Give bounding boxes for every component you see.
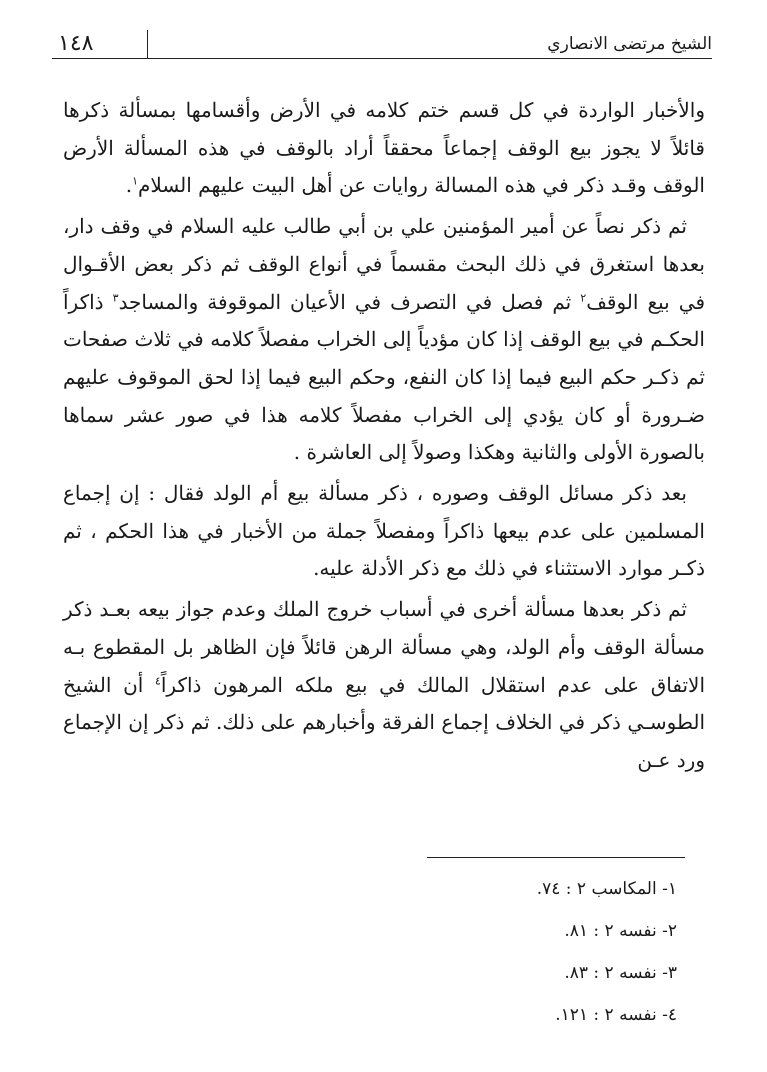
page-header: [52, 30, 712, 60]
footnote-marker-3: ٣: [112, 290, 119, 304]
paragraph-4: ثم ذكر بعدها مسألة أخرى في أسباب خروج الملك وعدم جواز بيعه بعـد ذكر مسألة الوقف وأم الولد، وهي مسألة الرهن قائلاً فإن الظاهر بل المقطوع بـه الاتفاق على عدم استقلال المالك في بيع ملكه المرهون ذاكراً$^٤$ أن الشيخ الطوسـي ذكر في الخلاف إجماع الفرقة وأخبارهم على ذلك. ثم ذكر إن الإجماع ورد عـن: [63, 597, 705, 772]
footnote-marker-1: ١: [132, 174, 138, 188]
header-divider-tick: [147, 30, 148, 58]
paragraph-1: والأخبار الواردة في كل قسم ختم كلامه في الأرض وأقسامها بمسألة ذكرها قائلاً لا يجوز بيع الوقف إجماعاً محققاً أراد بالوقف في هذه المسألة الأرض الوقف وقـد ذكر في هذه المسالة روايات عن أهل البيت عليهم السلام$^١$.: [63, 98, 705, 198]
footnote-marker-4: ٤: [154, 673, 161, 687]
running-head-title: الشيخ مرتضى الانصاري: [547, 34, 712, 54]
footnotes: [417, 868, 677, 1036]
paragraph-2: ثم ذكر نصاً عن أمير المؤمنين علي بن أبي طالب عليه السلام في وقف دار، بعدها استغرق في ذلك البحث مقسماً في أنواع الوقف ثم ذكر بعض الأقـوال في بيع الوقف$^٢$ ثم فصل في التصرف في الأعيان الموقوفة والمساجد$^٣$ ذاكراً الحكـم في بيع الوقف إذا كان مؤدياً إلى الخراب مفصلاً كلامه في ثلاث صفحات ثم ذكـر حكم البيع فيما إذا كان النفع، وحكم البيع فيما إذا لحق الموقوف عليهم ضـرورة أو كان يؤدي إلى الخراب مفصلاً كلامه هذا في صور عشر سماها بالصورة الأولى والثانية وهكذا وصولاً إلى العاشرة .: [63, 214, 706, 465]
page-number: ١٤٨: [58, 31, 94, 56]
body-text: [63, 92, 705, 780]
footnote-3: ٣- نفسه ٢ : ٨٣.: [564, 963, 677, 983]
footnote-1: ١- المكاسب ٢ : ٧٤.: [536, 879, 677, 899]
header-rule: [52, 58, 712, 59]
footnote-separator: [427, 857, 685, 858]
paragraph-3: بعد ذكر مسائل الوقف وصوره ، ذكر مسألة بيع أم الولد فقال : إن إجماع المسلمين على عدم بيعها ذاكراً ومفصلاً جملة من الأخبار في هذا الحكم ، ثم ذكـر موارد الاستثناء في ذلك مع ذكر الأدلة عليه.: [63, 481, 705, 581]
footnote-4: ٤- نفسه ٢ : ١٢١.: [555, 1005, 677, 1025]
footnote-marker-2: ٢: [580, 290, 587, 304]
footnote-2: ٢- نفسه ٢ : ٨١.: [564, 921, 677, 941]
